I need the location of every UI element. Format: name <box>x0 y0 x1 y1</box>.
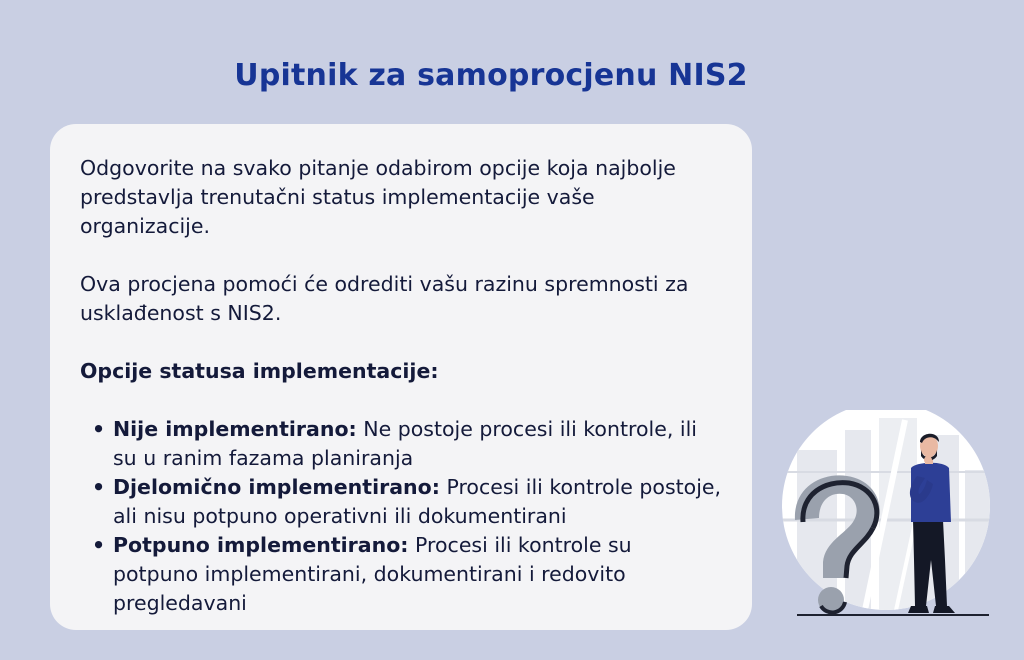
option-name: Nije implementirano: <box>113 417 357 441</box>
bullet-icon: • <box>92 533 106 557</box>
intro-paragraph-1: Odgovorite na svako pitanje odabirom opcije koja najbolje predstavlja trenutačni status implementacije vaše organizacije. <box>80 156 676 238</box>
option-fully-implemented <box>80 531 722 618</box>
option-partially-implemented <box>80 473 722 531</box>
bullet-icon: • <box>92 475 106 499</box>
options-heading: Opcije statusa implementacije: <box>80 359 439 383</box>
option-description: Procesi ili kontrole postoje, ali nisu potpuno operativni ili dokumentirani <box>113 475 722 528</box>
option-name: Djelomično implementirano: <box>113 475 440 499</box>
option-not-implemented <box>80 415 722 473</box>
option-description: Procesi ili kontrole su potpuno implementirani, dokumentirani i redovito pregledavani <box>113 533 632 615</box>
option-name: Potpuno implementirano: <box>113 533 409 557</box>
intro-paragraph-2: Ova procjena pomoći će odrediti vašu razinu spremnosti za usklađenost s NIS2. <box>80 272 689 325</box>
thinking-person-illustration <box>775 410 997 620</box>
bullet-icon: • <box>92 417 106 441</box>
options-list <box>80 415 722 618</box>
instructions-card <box>50 124 752 630</box>
option-description: Ne postoje procesi ili kontrole, ili su u ranim fazama planiranja <box>113 417 697 470</box>
page-title: Upitnik za samoprocjenu NIS2 <box>234 58 748 93</box>
